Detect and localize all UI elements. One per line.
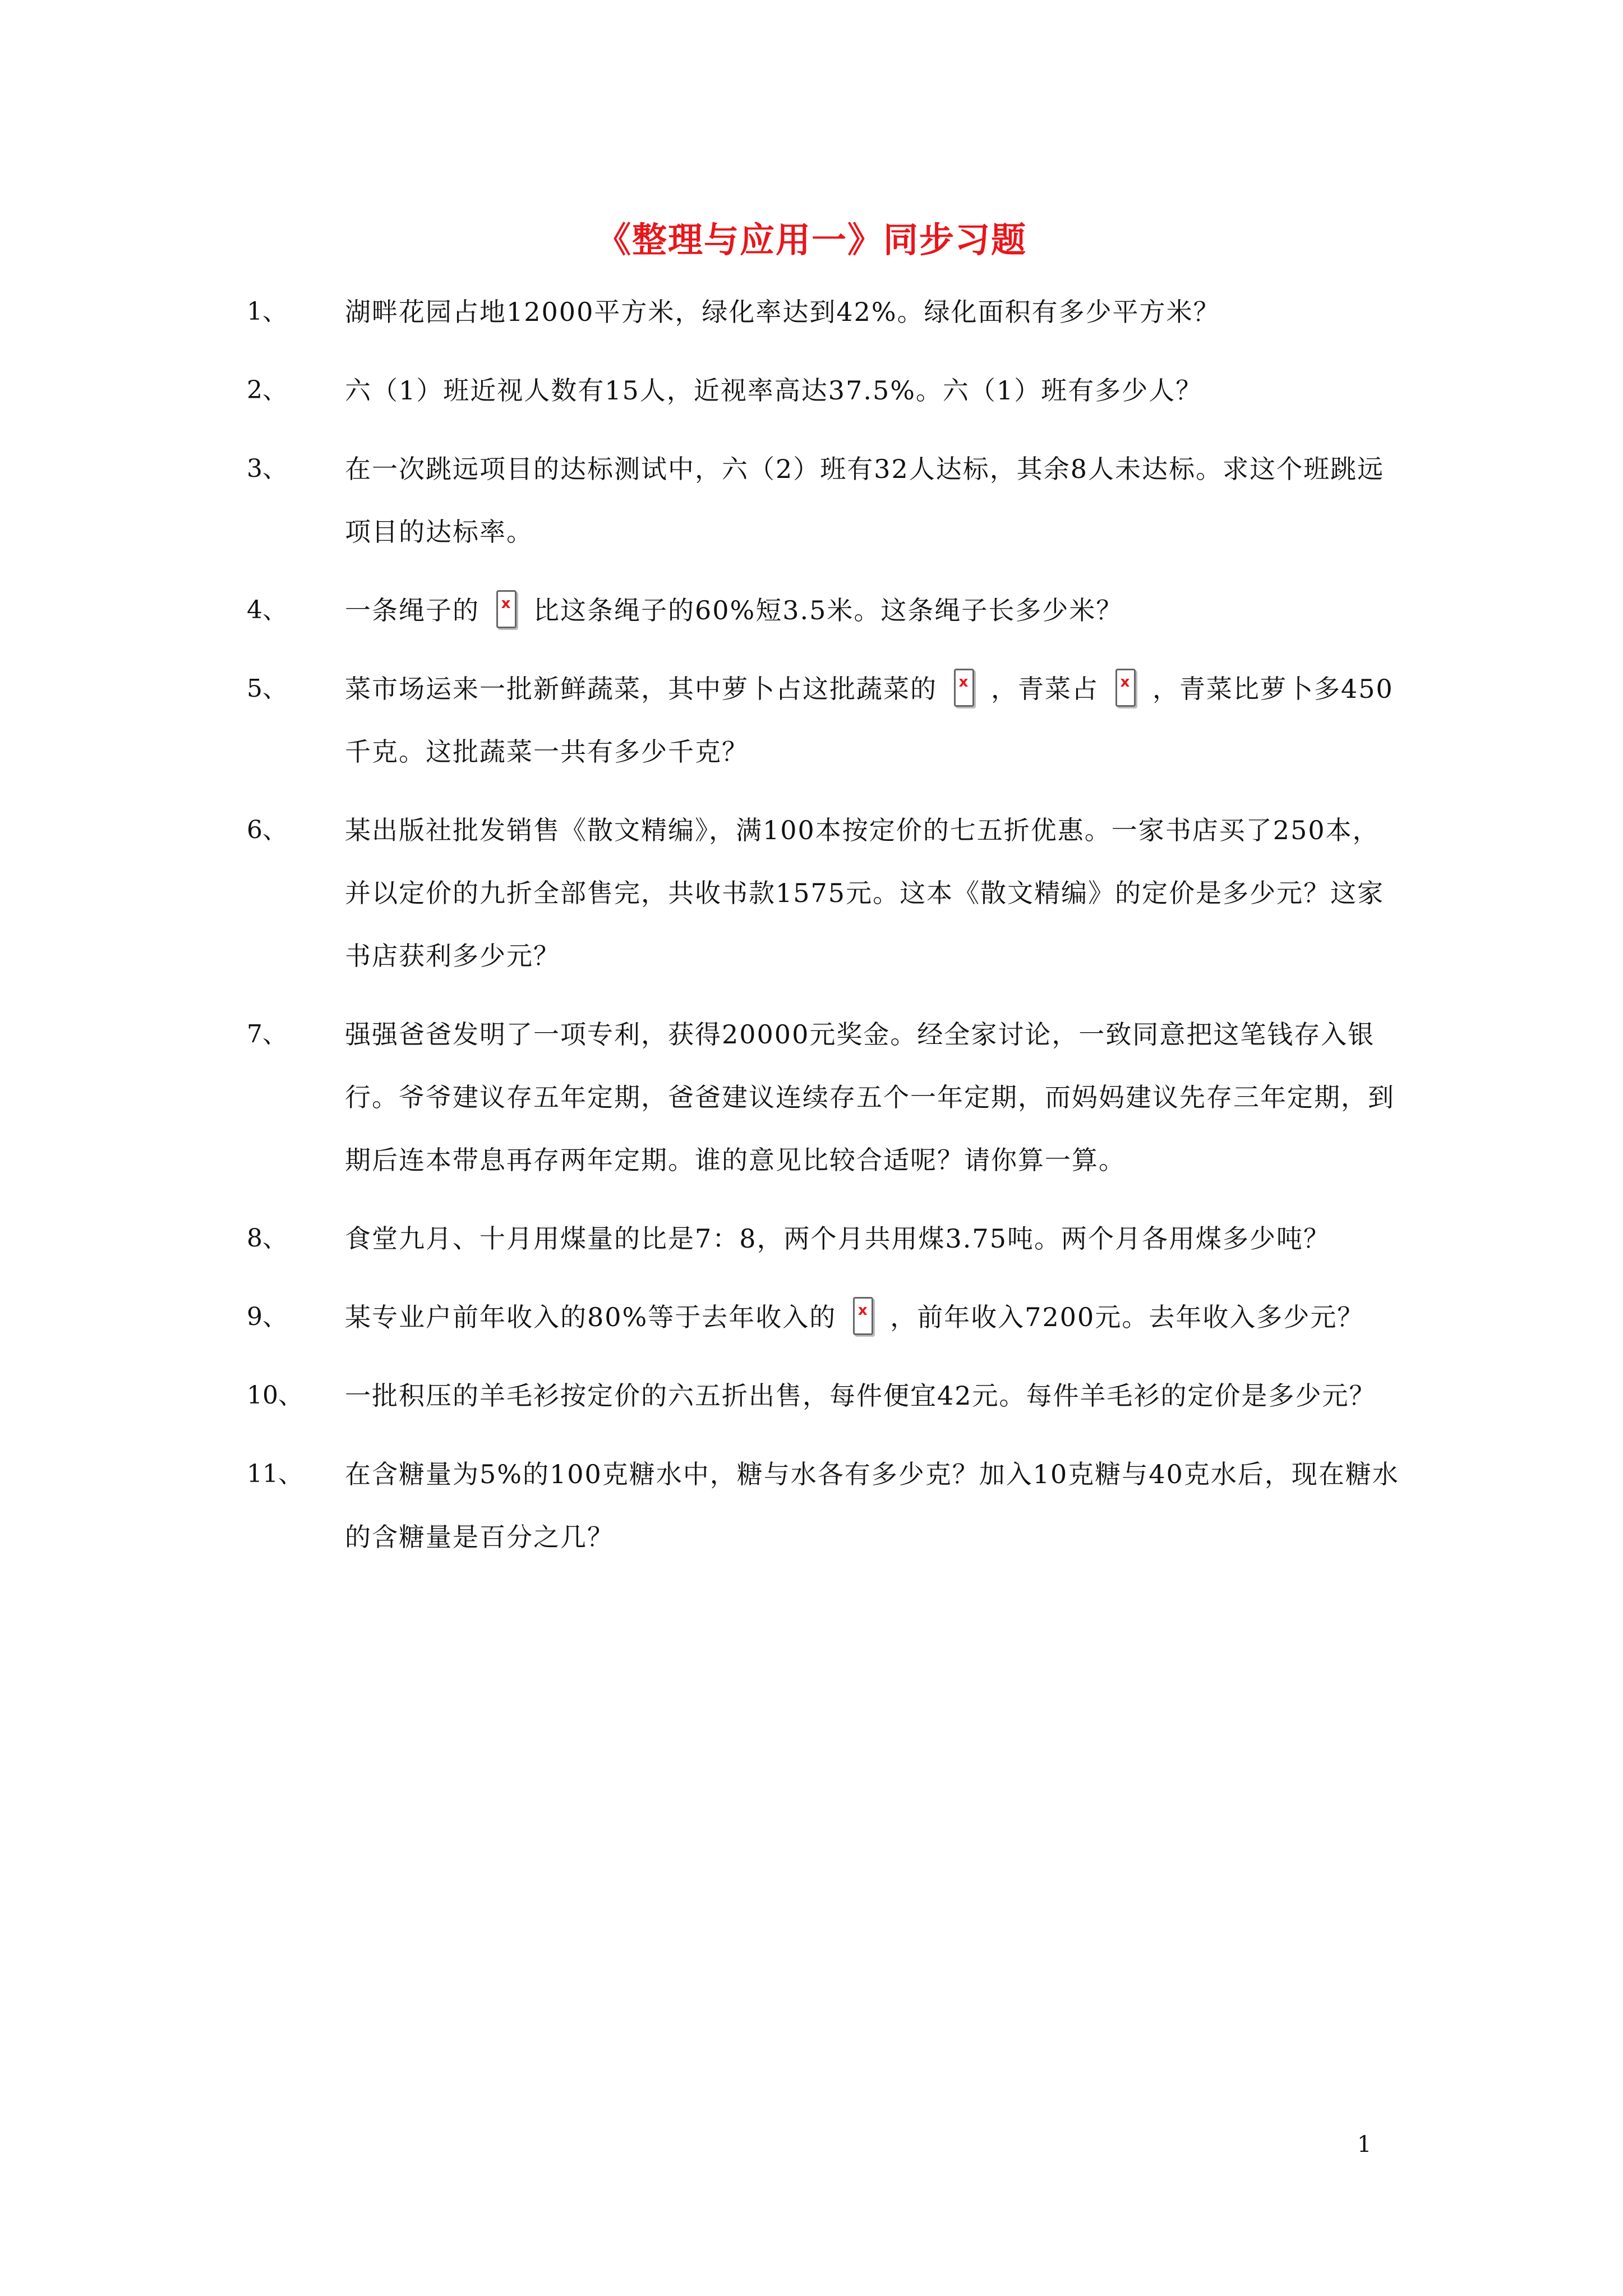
page-number: 1 xyxy=(1357,2132,1372,2157)
question-text-part: ，前年收入7200元。去年收入多少元？ xyxy=(890,1302,1364,1332)
question-item xyxy=(0,1443,1623,1568)
question-text: 在一次跳远项目的达标测试中，六（2）班有32人达标，其余8人未达标。求这个班跳远项目的达标率。 xyxy=(345,454,1385,547)
question-item xyxy=(0,1003,1623,1191)
broken-image-icon xyxy=(496,590,517,628)
question-number: 10、 xyxy=(247,1381,303,1410)
question-number: 5、 xyxy=(247,674,287,703)
question-text: 湖畔花园占地12000平方米，绿化率达到42%。绿化面积有多少平方米？ xyxy=(345,297,1220,327)
question-item xyxy=(0,799,1623,987)
question-text-part: ，青菜占 xyxy=(991,674,1099,704)
question-item xyxy=(0,1207,1623,1270)
question-text-part: 比这条绳子的60%短3.5米。这条绳子长多少米？ xyxy=(533,595,1123,625)
question-number: 4、 xyxy=(247,596,287,624)
question-number: 6、 xyxy=(247,816,287,844)
broken-image-icon xyxy=(954,669,974,707)
question-text xyxy=(345,657,1399,783)
question-item xyxy=(0,280,1623,343)
question-item xyxy=(0,1364,1623,1427)
question-number: 3、 xyxy=(247,454,287,483)
page-title: 《整理与应用一》同步习题 xyxy=(596,219,1027,260)
question-item xyxy=(0,359,1623,422)
question-text xyxy=(345,579,1399,642)
question-item xyxy=(0,1286,1623,1349)
broken-image-icon xyxy=(1115,669,1136,707)
question-text: 某出版社批发销售《散文精编》，满100本按定价的七五折优惠。一家书店买了250本，并以定价的九折全部售完，共收书款1575元。这本《散文精编》的定价是多少元？这家书店获利多少元？ xyxy=(345,815,1385,971)
question-number: 9、 xyxy=(247,1303,287,1331)
question-item xyxy=(0,438,1623,563)
question-list xyxy=(0,280,1623,1584)
question-number: 2、 xyxy=(247,376,287,404)
question-text: 六（1）班近视人数有15人，近视率高达37.5%。六（1）班有多少人？ xyxy=(345,375,1203,406)
broken-image-icon xyxy=(853,1297,873,1335)
question-item xyxy=(0,579,1623,642)
question-text: 食堂九月、十月用煤量的比是7：8，两个月共用煤3.75吨。两个月各用煤多少吨？ xyxy=(345,1223,1330,1254)
question-number: 1、 xyxy=(247,297,287,326)
question-text: 在含糖量为5%的100克糖水中，糖与水各有多少克？加入10克糖与40克水后，现在糖水的含糖量是百分之几？ xyxy=(345,1459,1399,1552)
question-text-part: 一条绳子的 xyxy=(345,595,479,625)
question-text-part: 菜市场运来一批新鲜蔬菜，其中萝卜占这批蔬菜的 xyxy=(345,674,937,704)
question-number: 7、 xyxy=(247,1020,287,1048)
question-item xyxy=(0,657,1623,783)
question-text: 一批积压的羊毛衫按定价的六五折出售，每件便宜42元。每件羊毛衫的定价是多少元？ xyxy=(345,1381,1376,1411)
question-text: 强强爸爸发明了一项专利，获得20000元奖金。经全家讨论，一致同意把这笔钱存入银行。爷爷建议存五年定期，爸爸建议连续存五个一年定期，而妈妈建议先存三年定期，到期后连本带息再存两年定期。谁的意见比较合适呢？请你算一算。 xyxy=(345,1019,1395,1175)
question-number: 8、 xyxy=(247,1224,287,1253)
question-text-part: ，青菜比萝卜多450千克。这批蔬菜一共有多少千克？ xyxy=(345,674,1394,767)
question-text-part: 某专业户前年收入的80%等于去年收入的 xyxy=(345,1302,837,1332)
question-text xyxy=(345,1286,1399,1349)
question-number: 11、 xyxy=(247,1460,303,1488)
